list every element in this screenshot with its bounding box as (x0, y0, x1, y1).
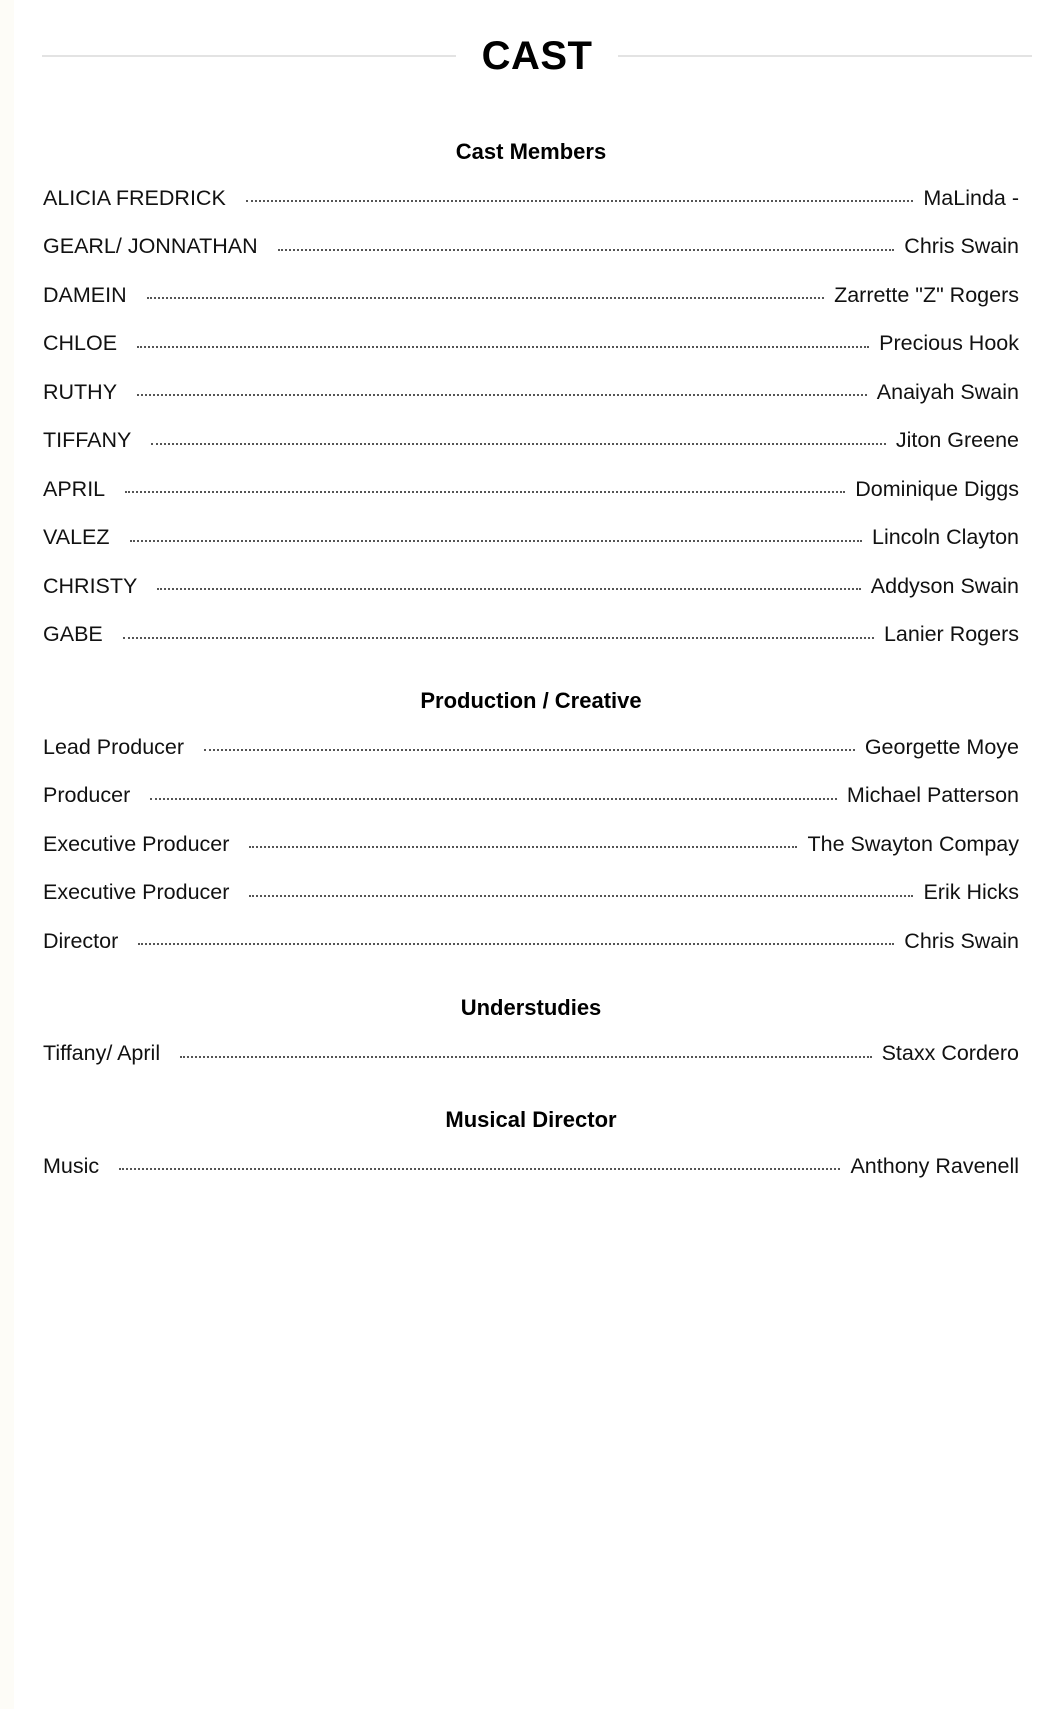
credit-name: The Swayton Compay (807, 831, 1019, 856)
section-heading: Understudies (460, 994, 602, 1020)
credit-row (43, 1030, 1019, 1079)
dot-leader (123, 637, 874, 639)
credit-row (43, 917, 1019, 966)
credit-row (43, 223, 1019, 272)
credit-role: Producer (43, 783, 131, 808)
credit-row (43, 465, 1019, 514)
dot-leader (246, 200, 914, 202)
credit-name: Chris Swain (904, 234, 1019, 259)
credit-name: Lincoln Clayton (871, 525, 1019, 550)
credit-role: Lead Producer (43, 734, 185, 759)
credits-section (43, 679, 1019, 966)
credit-row (43, 417, 1019, 466)
section-heading: Musical Director (445, 1107, 617, 1132)
dot-leader (151, 443, 885, 445)
dot-leader (138, 943, 894, 945)
dot-leader (180, 1056, 871, 1058)
dot-leader (137, 394, 867, 396)
credit-role: Director (43, 928, 119, 953)
page-title: CAST (481, 33, 593, 78)
credit-role: CHLOE (43, 331, 118, 356)
credit-role: RUTHY (43, 379, 118, 404)
credit-row (43, 1142, 1019, 1191)
credit-role: APRIL (43, 476, 106, 501)
credit-name: MaLinda - (923, 185, 1019, 210)
credit-name: Lanier Rogers (883, 622, 1019, 647)
credit-row (43, 772, 1019, 821)
credits-section (43, 1098, 1019, 1191)
credit-row (43, 869, 1019, 918)
program-page (14, 0, 1053, 1709)
credit-row (43, 611, 1019, 660)
credit-name: Anthony Ravenell (850, 1153, 1019, 1178)
credits-section (43, 986, 1019, 1079)
credit-name: Zarrette "Z" Rogers (834, 282, 1019, 307)
credit-role: Tiffany/ April (43, 1041, 161, 1066)
credit-row (43, 271, 1019, 320)
credit-role: Executive Producer (43, 831, 230, 856)
credit-role: Music (43, 1153, 100, 1178)
dot-leader (130, 540, 862, 542)
credit-row (43, 320, 1019, 369)
title-divider-left (42, 55, 456, 57)
dot-leader (150, 798, 837, 800)
dot-leader (147, 297, 824, 299)
credit-row (43, 174, 1019, 223)
dot-leader (157, 588, 860, 590)
credit-name: Anaiyah Swain (876, 379, 1019, 404)
title-divider-right (618, 55, 1032, 57)
dot-leader (278, 249, 895, 251)
dot-leader (137, 346, 869, 348)
credit-name: Addyson Swain (870, 573, 1019, 598)
credit-name: Precious Hook (879, 331, 1019, 356)
credit-role: ALICIA FREDRICK (43, 185, 226, 210)
credit-name: Michael Patterson (846, 783, 1019, 808)
credit-row (43, 514, 1019, 563)
credit-name: Georgette Moye (864, 734, 1019, 759)
section-heading: Cast Members (455, 139, 607, 164)
credit-role: CHRISTY (43, 573, 138, 598)
credit-row (43, 723, 1019, 772)
credit-role: VALEZ (43, 525, 110, 550)
credits-section (43, 130, 1019, 659)
credit-name: Staxx Cordero (881, 1041, 1019, 1066)
credit-role: GABE (43, 622, 103, 647)
credits-list (43, 130, 1019, 1191)
credit-role: Executive Producer (43, 880, 230, 905)
credit-row (43, 368, 1019, 417)
dot-leader (125, 491, 845, 493)
dot-leader (204, 749, 855, 751)
dot-leader (249, 846, 797, 848)
page-header (42, 24, 1032, 88)
dot-leader (249, 895, 913, 897)
credit-role: TIFFANY (43, 428, 132, 453)
credit-name: Chris Swain (904, 928, 1019, 953)
credit-name: Dominique Diggs (855, 476, 1019, 501)
credit-role: DAMEIN (43, 282, 127, 307)
section-heading: Production / Creative (420, 688, 642, 713)
dot-leader (119, 1168, 840, 1170)
credit-name: Erik Hicks (923, 880, 1019, 905)
credit-row (43, 820, 1019, 869)
credit-role: GEARL/ JONNATHAN (43, 234, 258, 259)
credit-row (43, 562, 1019, 611)
credit-name: Jiton Greene (895, 428, 1019, 453)
